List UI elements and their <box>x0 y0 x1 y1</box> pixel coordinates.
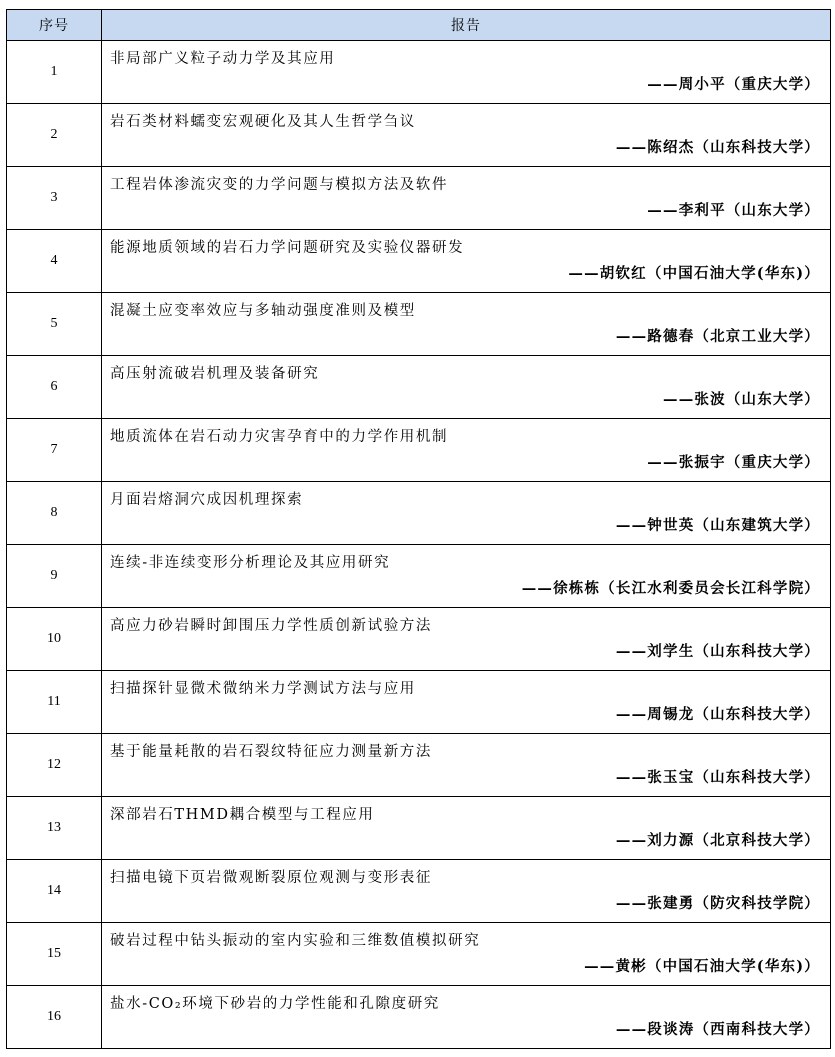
row-number: 12 <box>7 734 102 797</box>
table-row <box>7 167 831 230</box>
report-speaker: ——张振宇（重庆大学） <box>647 454 820 471</box>
table-row <box>7 230 831 293</box>
report-speaker: ——徐栋栋（长江水利委员会长江科学院） <box>521 580 820 597</box>
row-number: 15 <box>7 923 102 986</box>
report-speaker: ——胡钦红（中国石油大学(华东)） <box>568 265 820 282</box>
row-number: 11 <box>7 671 102 734</box>
row-number: 2 <box>7 104 102 167</box>
report-cell <box>102 41 831 104</box>
report-cell <box>102 986 831 1049</box>
report-title: 地质流体在岩石动力灾害孕育中的力学作用机制 <box>110 429 449 445</box>
table-row <box>7 923 831 986</box>
report-cell <box>102 293 831 356</box>
report-schedule-table <box>6 9 831 1049</box>
report-title: 月面岩熔洞穴成因机理探索 <box>110 492 304 508</box>
table-row <box>7 671 831 734</box>
table-row <box>7 797 831 860</box>
report-cell <box>102 608 831 671</box>
table-row <box>7 293 831 356</box>
report-title: 非局部广义粒子动力学及其应用 <box>110 51 336 67</box>
report-speaker: ——李利平（山东大学） <box>647 202 820 219</box>
report-title: 工程岩体渗流灾变的力学问题与模拟方法及软件 <box>110 177 449 193</box>
row-number: 16 <box>7 986 102 1049</box>
report-cell <box>102 167 831 230</box>
report-cell <box>102 230 831 293</box>
report-cell <box>102 860 831 923</box>
report-speaker: ——钟世英（山东建筑大学） <box>615 517 820 534</box>
report-cell <box>102 797 831 860</box>
report-title: 混凝土应变率效应与多轴动强度准则及模型 <box>110 303 416 319</box>
report-speaker: ——周小平（重庆大学） <box>647 76 820 93</box>
row-number: 13 <box>7 797 102 860</box>
report-title: 能源地质领域的岩石力学问题研究及实验仪器研发 <box>110 240 465 256</box>
report-cell <box>102 545 831 608</box>
report-title: 高压射流破岩机理及装备研究 <box>110 366 320 382</box>
report-title: 扫描探针显微术微纳米力学测试方法与应用 <box>110 681 416 697</box>
report-speaker: ——刘学生（山东科技大学） <box>615 643 820 660</box>
table-row <box>7 545 831 608</box>
report-title: 高应力砂岩瞬时卸围压力学性质创新试验方法 <box>110 618 432 634</box>
table-row <box>7 104 831 167</box>
report-title: 连续-非连续变形分析理论及其应用研究 <box>110 555 391 571</box>
table-row <box>7 986 831 1049</box>
report-speaker: ——段谈涛（西南科技大学） <box>615 1021 820 1038</box>
table-header-row <box>7 10 831 41</box>
table-row <box>7 608 831 671</box>
report-title: 扫描电镜下页岩微观断裂原位观测与变形表征 <box>110 870 432 886</box>
report-cell <box>102 734 831 797</box>
table-row <box>7 860 831 923</box>
report-cell <box>102 419 831 482</box>
report-title: 盐水-CO₂环境下砂岩的力学性能和孔隙度研究 <box>110 996 440 1012</box>
header-number: 序号 <box>7 10 102 41</box>
report-speaker: ——张波（山东大学） <box>663 391 820 408</box>
report-cell <box>102 482 831 545</box>
report-title: 岩石类材料蠕变宏观硬化及其人生哲学刍议 <box>110 114 416 130</box>
report-speaker: ——黄彬（中国石油大学(华东)） <box>584 958 820 975</box>
report-cell <box>102 923 831 986</box>
report-speaker: ——路德春（北京工业大学） <box>615 328 820 345</box>
report-cell <box>102 356 831 419</box>
report-speaker: ——周锡龙（山东科技大学） <box>615 706 820 723</box>
row-number: 6 <box>7 356 102 419</box>
report-speaker: ——张玉宝（山东科技大学） <box>615 769 820 786</box>
report-title: 基于能量耗散的岩石裂纹特征应力测量新方法 <box>110 744 432 760</box>
row-number: 9 <box>7 545 102 608</box>
report-speaker: ——刘力源（北京科技大学） <box>615 832 820 849</box>
row-number: 10 <box>7 608 102 671</box>
table-row <box>7 356 831 419</box>
row-number: 5 <box>7 293 102 356</box>
table-row <box>7 41 831 104</box>
row-number: 8 <box>7 482 102 545</box>
report-cell <box>102 104 831 167</box>
report-title: 深部岩石THMD耦合模型与工程应用 <box>110 807 375 823</box>
report-speaker: ——张建勇（防灾科技学院） <box>615 895 820 912</box>
report-speaker: ——陈绍杰（山东科技大学） <box>615 139 820 156</box>
table-row <box>7 482 831 545</box>
report-cell <box>102 671 831 734</box>
header-report: 报告 <box>102 10 831 41</box>
row-number: 4 <box>7 230 102 293</box>
report-schedule-table-container <box>6 9 830 1049</box>
table-row <box>7 419 831 482</box>
row-number: 14 <box>7 860 102 923</box>
row-number: 3 <box>7 167 102 230</box>
report-title: 破岩过程中钻头振动的室内实验和三维数值模拟研究 <box>110 933 481 949</box>
row-number: 7 <box>7 419 102 482</box>
table-row <box>7 734 831 797</box>
row-number: 1 <box>7 41 102 104</box>
